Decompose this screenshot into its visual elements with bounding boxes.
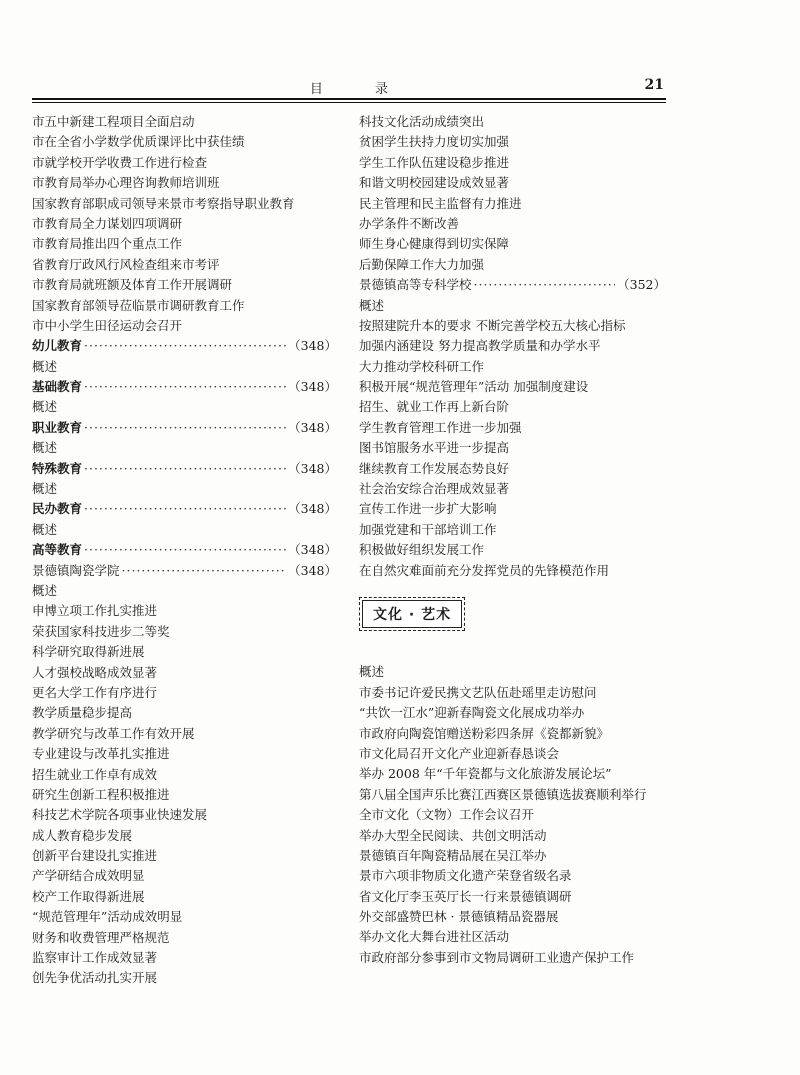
section-spacer	[359, 642, 666, 662]
toc-entry: 概述	[359, 297, 385, 313]
toc-entry: 荣获国家科技进步二等奖	[32, 623, 170, 639]
header-title: 目 录	[309, 82, 413, 97]
toc-entry: 概述	[32, 481, 58, 497]
toc-entry-with-page	[32, 459, 337, 479]
toc-entry: 民主管理和民主监督有力推进	[359, 195, 522, 211]
toc-leader-dots	[84, 418, 286, 438]
toc-entry: 师生身心健康得到切实保障	[359, 236, 510, 252]
toc-entry: 招生、就业工作再上新台阶	[359, 399, 510, 415]
toc-entry: 学生工作队伍建设稳步推进	[359, 154, 510, 170]
toc-entry: 市文化局召开文化产业迎新春恳谈会	[359, 745, 560, 761]
toc-entry: 研究生创新工程积极推进	[32, 786, 170, 802]
toc-leader-dots	[84, 336, 286, 356]
page-number: 21	[644, 77, 664, 93]
toc-entry: 概述	[32, 399, 58, 415]
toc-entry: 概述	[32, 521, 58, 537]
toc-entry-with-page	[359, 275, 666, 295]
toc-entry: 人才强校战略成效显著	[32, 664, 158, 680]
toc-leader-dots	[84, 540, 286, 560]
toc-entry: 省文化厅李玉英厅长一行来景德镇调研	[359, 888, 572, 904]
toc-entry: 市政府向陶瓷馆赠送粉彩四条屏《瓷都新貌》	[359, 725, 610, 741]
toc-entry: 市教育局举办心理咨询教师培训班	[32, 175, 220, 191]
toc-entry: 国家教育部职成司领导来景市考察指导职业教育	[32, 195, 295, 211]
toc-entry: 继续教育工作发展态势良好	[359, 460, 510, 476]
toc-entry: 科技文化活动成绩突出	[359, 114, 485, 129]
toc-entry: 举办 2008 年“千年瓷都与文化旅游发展论坛”	[359, 766, 612, 782]
toc-entry: 申博立项工作扎实推进	[32, 603, 158, 619]
toc-leader-dots	[84, 499, 286, 519]
toc-entry: 市五中新建工程项目全面启动	[32, 114, 195, 129]
toc-entry: 市委书记许爱民携文艺队伍赴瑶里走访慰问	[359, 684, 597, 700]
toc-entry: 科技艺术学院各项事业快速发展	[32, 807, 208, 823]
toc-entry: 国家教育部领导莅临景市调研教育工作	[32, 297, 245, 313]
toc-entry: “共饮一江水”迎新春陶瓷文化展成功举办	[359, 705, 585, 721]
toc-entry: 省教育厅政风行风检查组来市考评	[32, 256, 220, 272]
toc-right-bottom	[359, 662, 666, 968]
toc-entry: 学生教育管理工作进一步加强	[359, 419, 522, 435]
toc-entry-title: 职业教育	[32, 419, 83, 435]
toc-entry: 市中小学生田径运动会召开	[32, 317, 183, 333]
toc-entry: 专业建设与改革扎实推进	[32, 746, 170, 762]
toc-entry: 举办文化大舞台进社区活动	[359, 929, 510, 945]
toc-entry-with-page	[32, 499, 337, 519]
toc-entry: 按照建院升本的要求 不断完善学校五大核心指标	[359, 317, 626, 333]
toc-entry: 大力推动学校科研工作	[359, 358, 485, 374]
toc-right-column	[359, 112, 666, 968]
toc-entry: 教学质量稳步提高	[32, 705, 133, 721]
toc-entry: 市在全省小学数学优质课评比中获佳绩	[32, 134, 245, 150]
toc-page-number: （348）	[288, 379, 337, 395]
toc-entry-title: 高等教育	[32, 542, 83, 558]
toc-entry: 宣传工作进一步扩大影响	[359, 501, 497, 517]
toc-entry-title: 幼儿教育	[32, 338, 83, 354]
toc-entry: 招生就业工作卓有成效	[32, 766, 158, 782]
toc-entry: 成人教育稳步发展	[32, 827, 133, 843]
toc-page-number: （348）	[288, 501, 337, 517]
toc-page-number: （352）	[617, 277, 666, 293]
header-rule-thick	[32, 98, 666, 100]
toc-entry-with-page	[32, 540, 337, 560]
toc-entry: 图书馆服务水平进一步提高	[359, 440, 510, 456]
toc-entry: 社会治安综合治理成效显著	[359, 481, 510, 497]
toc-entry-with-page	[32, 418, 337, 438]
toc-entry: 举办大型全民阅读、共创文明活动	[359, 827, 547, 843]
toc-entry: 市教育局推出四个重点工作	[32, 236, 183, 252]
toc-leader-dots	[84, 459, 286, 479]
toc-page-number: （348）	[288, 562, 337, 578]
toc-entry: 积极开展“规范管理年”活动 加强制度建设	[359, 379, 589, 395]
toc-page-number: （348）	[288, 419, 337, 435]
toc-entry: 外交部盛赞巴林 · 景德镇精品瓷器展	[359, 909, 559, 925]
toc-entry-title: 基础教育	[32, 379, 83, 395]
toc-entry: 加强党建和干部培训工作	[359, 521, 497, 537]
toc-entry: 积极做好组织发展工作	[359, 542, 485, 558]
toc-entry: 科学研究取得新进展	[32, 644, 145, 660]
toc-entry: 更名大学工作有序进行	[32, 684, 158, 700]
toc-entry: 后勤保障工作大力加强	[359, 256, 485, 272]
toc-entry-with-page	[32, 336, 337, 356]
toc-entry: 概述	[32, 358, 58, 374]
toc-entry-title: 特殊教育	[32, 460, 83, 476]
toc-entry: 第八届全国声乐比赛江西赛区景德镇选拔赛顺利举行	[359, 786, 647, 802]
toc-entry: 景德镇百年陶瓷精品展在吴江举办	[359, 847, 547, 863]
toc-leader-dots	[474, 275, 616, 295]
toc-entry-with-page	[32, 377, 337, 397]
page-header	[32, 78, 666, 98]
section-heading-wrap	[359, 581, 666, 642]
toc-entry: 办学条件不断改善	[359, 215, 460, 231]
toc-entry-title: 民办教育	[32, 501, 83, 517]
toc-entry: 市政府部分参事到市文物局调研工业遗产保护工作	[359, 949, 635, 965]
toc-entry: 概述	[32, 440, 58, 456]
toc-entry: 教学研究与改革工作有效开展	[32, 725, 195, 741]
toc-entry: 产学研结合成效明显	[32, 868, 145, 884]
toc-entry: “规范管理年”活动成效明显	[32, 909, 183, 925]
header-rule-thin	[32, 102, 666, 103]
toc-entry: 在自然灾难面前充分发挥党员的先锋模范作用	[359, 562, 610, 578]
section-heading-box	[359, 597, 465, 631]
toc-entry-with-page	[32, 561, 337, 581]
toc-entry: 校产工作取得新进展	[32, 888, 145, 904]
toc-entry: 市就学校开学收费工作进行检查	[32, 154, 208, 170]
toc-entry: 市教育局全力谋划四项调研	[32, 215, 183, 231]
toc-entry: 市教育局就班额及体育工作开展调研	[32, 277, 233, 293]
toc-left-column	[32, 112, 337, 989]
toc-entry: 全市文化（文物）工作会议召开	[359, 807, 535, 823]
toc-leader-dots	[122, 561, 287, 581]
toc-entry-title: 景德镇陶瓷学院	[32, 562, 120, 578]
section-heading: 文化 · 艺术	[362, 600, 462, 628]
toc-page-number: （348）	[288, 460, 337, 476]
toc-entry: 监察审计工作成效显著	[32, 950, 158, 966]
toc-entry: 概述	[359, 664, 385, 680]
toc-entry: 和谐文明校园建设成效显著	[359, 175, 510, 191]
toc-entry: 贫困学生扶持力度切实加强	[359, 134, 510, 150]
toc-entry: 概述	[32, 582, 58, 598]
toc-page-number: （348）	[288, 542, 337, 558]
toc-entry: 财务和收费管理严格规范	[32, 929, 170, 945]
toc-entry: 景市六项非物质文化遗产荣登省级名录	[359, 868, 572, 884]
toc-leader-dots	[84, 377, 286, 397]
toc-entry: 创新平台建设扎实推进	[32, 848, 158, 864]
toc-entry: 加强内涵建设 努力提高教学质量和办学水平	[359, 338, 601, 354]
toc-entry: 创先争优活动扎实开展	[32, 970, 158, 986]
toc-right-top	[359, 112, 666, 581]
toc-page-number: （348）	[288, 338, 337, 354]
toc-entry-title: 景德镇高等专科学校	[359, 277, 472, 293]
